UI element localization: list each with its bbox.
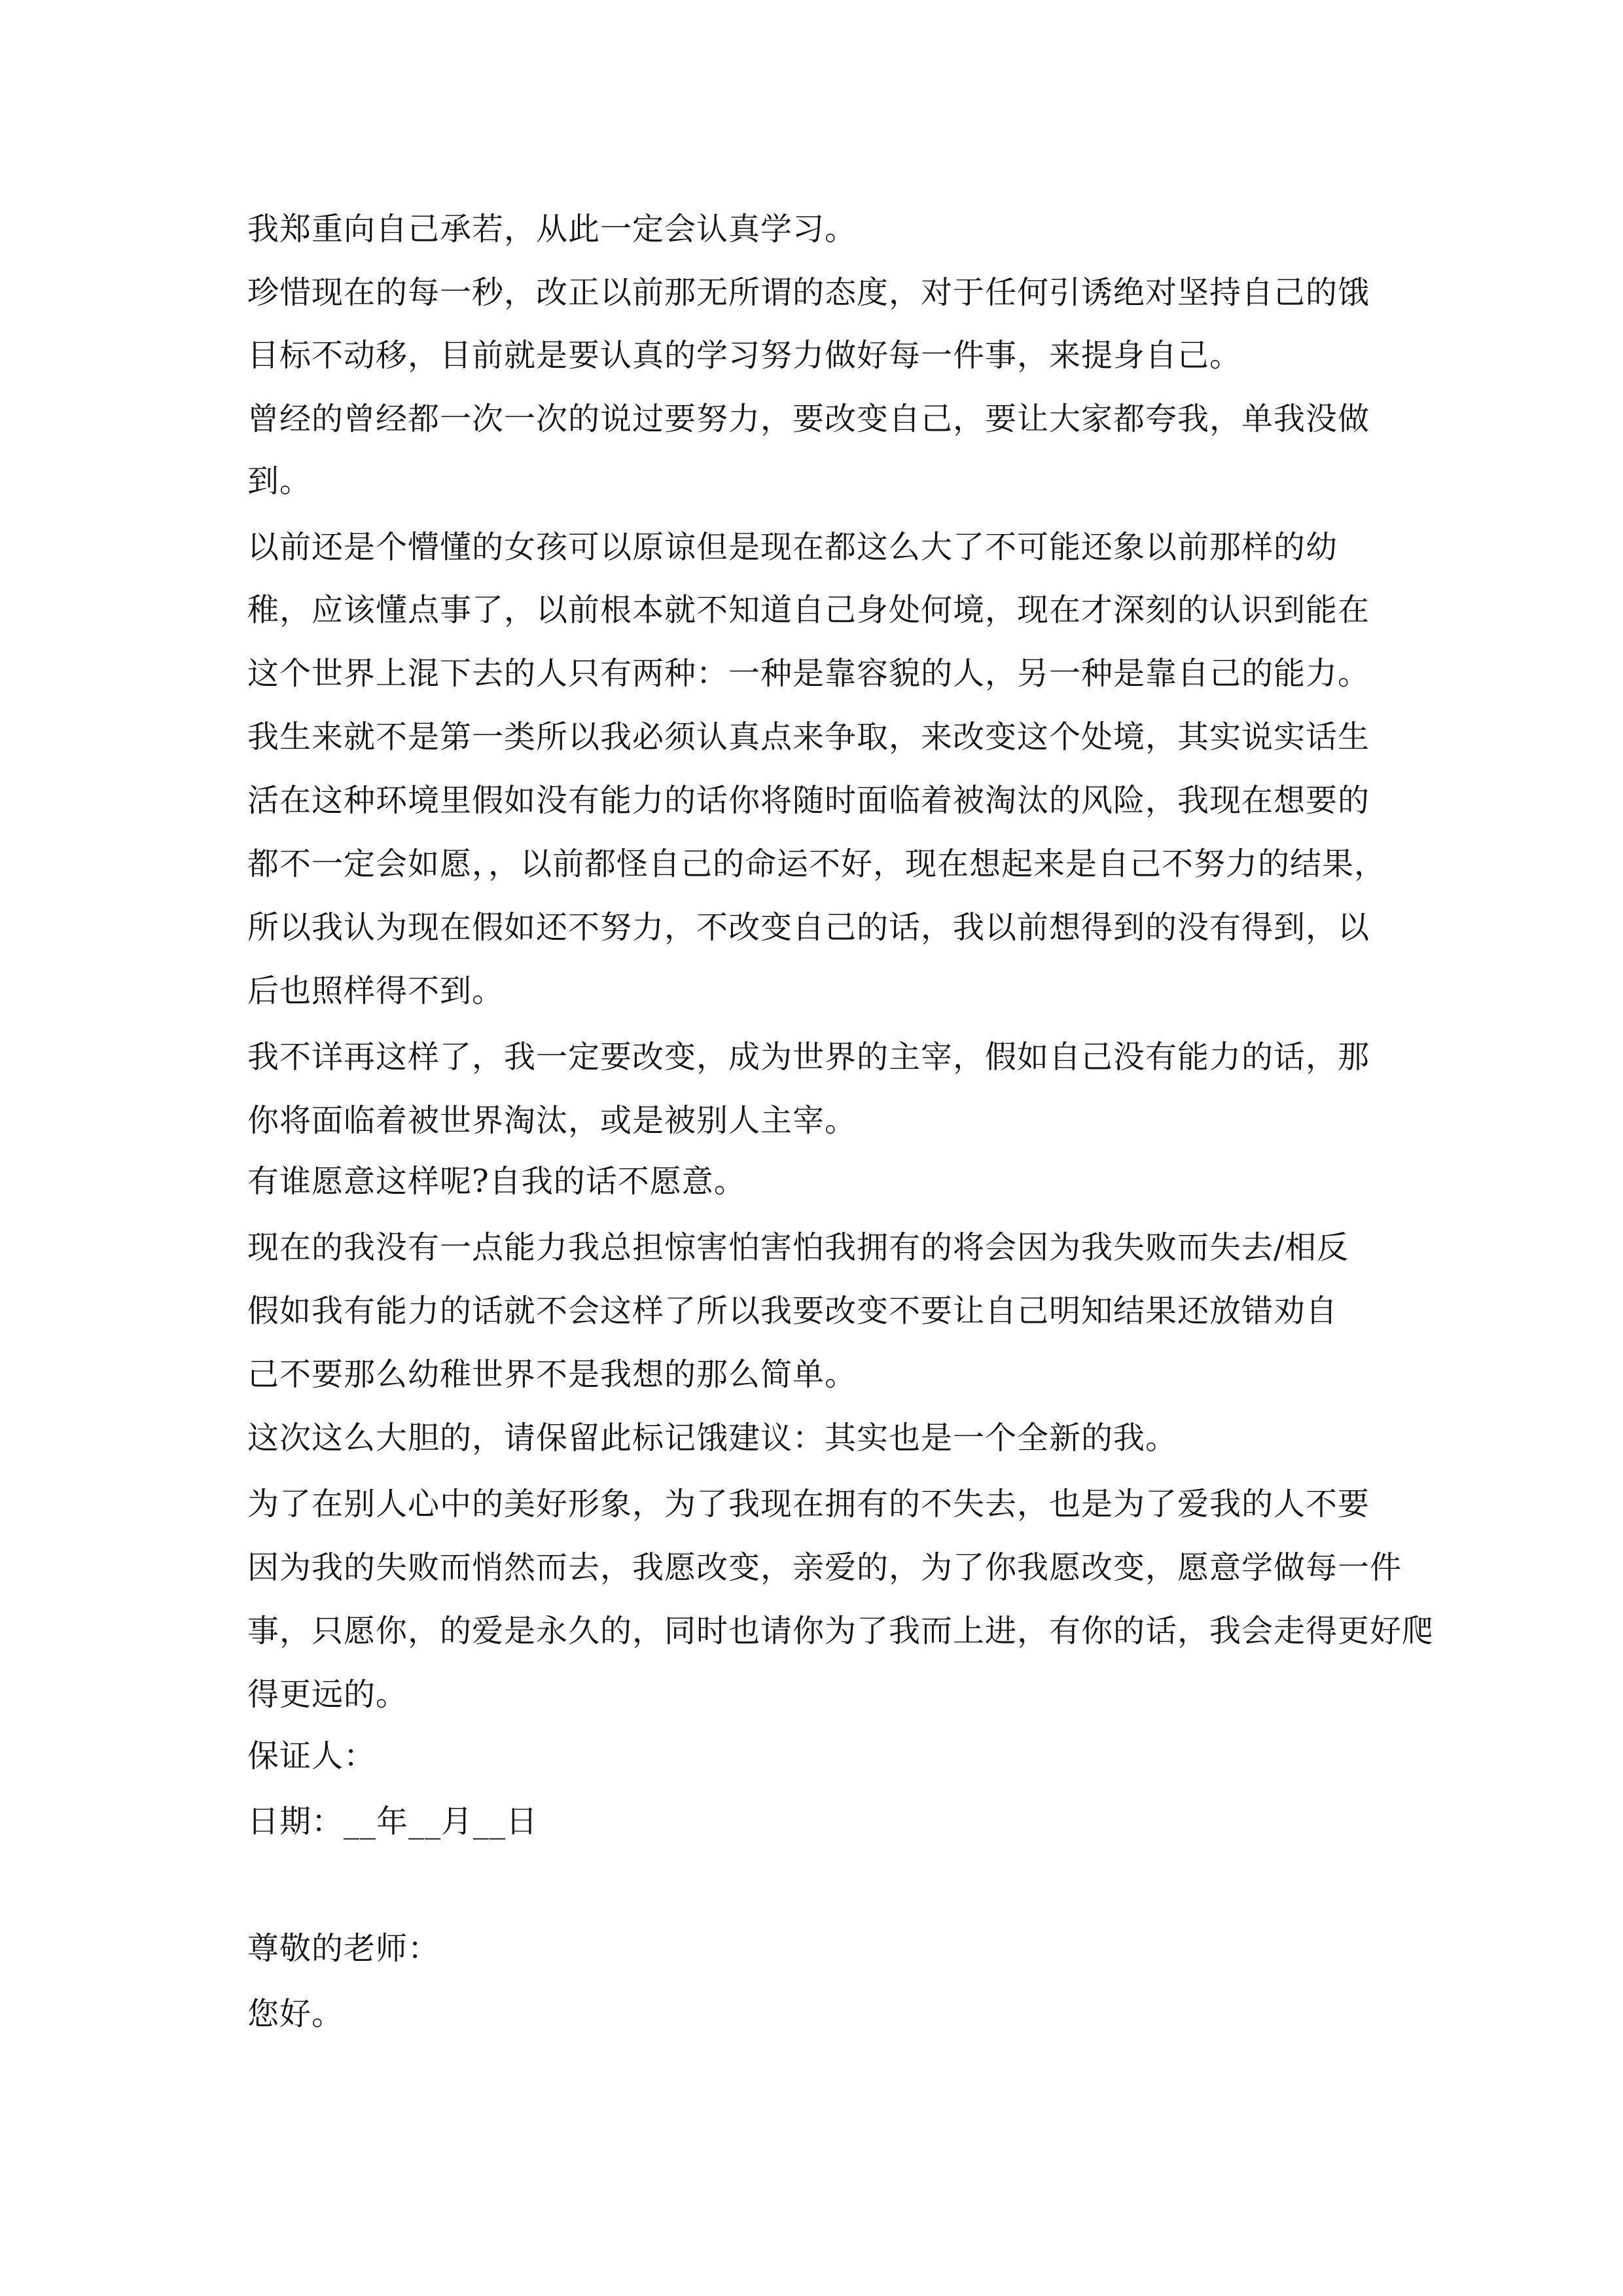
text-line: 到。 [247, 463, 312, 499]
text-line: 你将面临着被世界淘汰，或是被别人主宰。 [247, 1102, 857, 1139]
text-line: 我生来就不是第一类所以我必须认真点来争取，来改变这个处境，其实说实话生 [247, 719, 1370, 755]
text-line: 我不详再这样了，我一定要改变，成为世界的主宰，假如自己没有能力的话，那 [247, 1039, 1370, 1075]
greeting: 您好。 [247, 1996, 344, 2032]
text-line: 珍惜现在的每一秒，改正以前那无所谓的态度，对于任何引诱绝对坚持自己的饿 [247, 274, 1370, 311]
text-line: 因为我的失败而悄然而去，我愿改变，亲爱的，为了你我愿改变，愿意学做每一件 [247, 1549, 1402, 1586]
text-line: 己不要那么幼稚世界不是我想的那么简单。 [247, 1356, 857, 1393]
text-line: 这次这么大胆的，请保留此标记饿建议：其实也是一个全新的我。 [247, 1420, 1178, 1456]
text-line: 曾经的曾经都一次一次的说过要努力，要改变自己，要让大家都夸我，单我没做 [247, 401, 1370, 437]
text-line: 事，只愿你，的爱是永久的，同时也请你为了我而上进，有你的话，我会走得更好爬 [247, 1613, 1435, 1649]
text-line: 后也照样得不到。 [247, 973, 505, 1009]
text-line: 得更远的。 [247, 1676, 408, 1713]
text-line: 现在的我没有一点能力我总担惊害怕害怕我拥有的将会因为我失败而失去/相反 [247, 1229, 1349, 1266]
text-line: 活在这种环境里假如没有能力的话你将随时面临着被淘汰的风险，我现在想要的 [247, 782, 1370, 819]
text-line: 稚，应该懂点事了，以前根本就不知道自己身处何境，现在才深刻的认识到能在 [247, 592, 1370, 628]
text-line: 目标不动移，目前就是要认真的学习努力做好每一件事，来提身自己。 [247, 337, 1242, 374]
text-line: 我郑重向自己承若，从此一定会认真学习。 [247, 211, 857, 247]
salutation: 尊敬的老师： [247, 1930, 440, 1967]
text-line: 为了在别人心中的美好形象，为了我现在拥有的不失去，也是为了爱我的人不要 [247, 1486, 1370, 1522]
text-line: 保证人： [247, 1738, 376, 1774]
date-line: 日期：__年__月__日 [247, 1803, 539, 1840]
text-line: 所以我认为现在假如还不努力，不改变自己的话，我以前想得到的没有得到，以 [247, 909, 1370, 946]
text-line: 都不一定会如愿，，以前都怪自己的命运不好，现在想起来是自己不努力的结果， [247, 846, 1387, 882]
text-line: 这个世界上混下去的人只有两种：一种是靠容貌的人，另一种是靠自己的能力。 [247, 655, 1370, 692]
text-line: 以前还是个懵懂的女孩可以原谅但是现在都这么大了不可能还象以前那样的幼 [247, 529, 1338, 565]
text-line: 假如我有能力的话就不会这样了所以我要改变不要让自己明知结果还放错劝自 [247, 1293, 1338, 1329]
text-line: 有谁愿意这样呢?自我的话不愿意。 [247, 1163, 746, 1200]
